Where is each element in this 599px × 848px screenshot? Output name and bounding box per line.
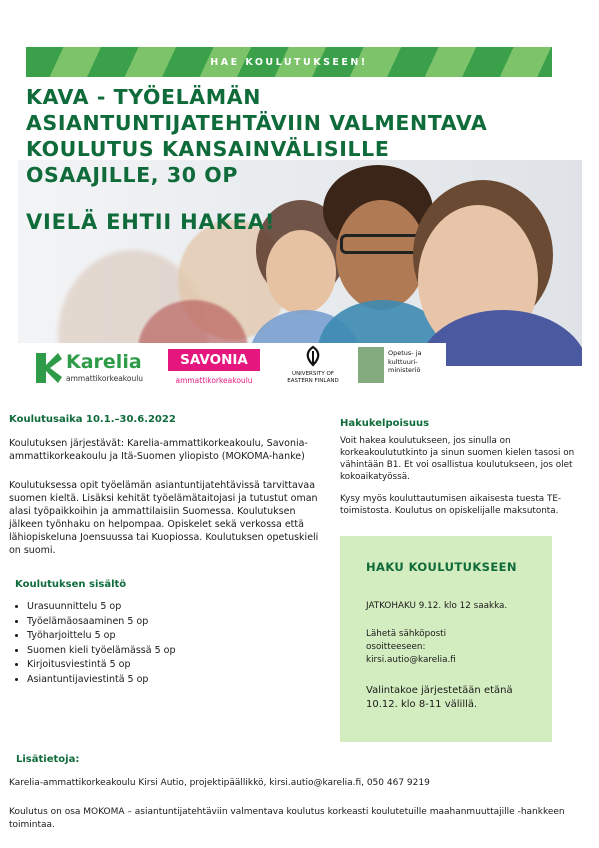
title-line: KAVA - TYÖELÄMÄN <box>26 85 261 109</box>
title-line: ASIANTUNTIJATEHTÄVIIN VALMENTAVA <box>26 111 488 135</box>
okm-line3: ministeriö <box>388 366 421 374</box>
content-list <box>9 600 329 687</box>
title-line: OSAAJILLE, 30 OP <box>26 163 238 187</box>
uef-mark-icon <box>303 345 323 367</box>
project-note: Koulutus on osa MOKOMA – asiantuntijatehtäviin valmentava koulutus korkeasti koulutetuille maahanmuuttajille -hankkeen toimintaa. <box>9 807 565 830</box>
list-item: • Suomen kieli työelämässä 5 op <box>27 644 329 659</box>
description-text: Koulutuksessa opit työelämän asiantuntijatehtävissä tarvittavaa suomen kieltä. Lisäksi kehität työelämätaitojasi ja tutustut oman alasi työpaikkoihin ja ammattilaisiin Suomessa. Koulutuksen jälkeen työnhaku on helpompaa. Opiskelet sekä verkossa että lähiopiskeluna Joensuussa tai Kuopiossa. Koulutuksen opetuskieli on suomi. <box>9 480 319 556</box>
list-item: • Kirjoitusviestintä 5 op <box>27 658 329 673</box>
savonia-logo <box>168 349 260 389</box>
requirements-text: Voit hakea koulutukseen, jos sinulla on korkeakoulututkinto ja sinun suomen kielen tasosi on vähintään B1. Et voi osallistua koulutukseen, jos olet kokoaikatyössä. <box>340 436 575 482</box>
info-heading <box>16 754 79 765</box>
okm-logo <box>358 347 438 389</box>
okm-emblem-icon <box>358 347 384 383</box>
page-subtitle: VIELÄ EHTII HAKEA! <box>26 210 276 234</box>
list-item: • Urasuunnittelu 5 op <box>27 600 329 615</box>
left-column <box>9 414 329 687</box>
title-line: KOULUTUS KANSAINVÄLISILLE <box>26 137 390 161</box>
savonia-sub: ammattikorkeakoulu <box>175 376 253 385</box>
organizers-text: Koulutuksen järjestävät: Karelia-ammattikorkeakoulu, Savonia-ammattikorkeakoulu ja Itä-Suomen yliopisto (MOKOMA-hanke) <box>9 438 308 462</box>
list-item: • Asiantuntijaviestintä 5 op <box>27 673 329 688</box>
content-heading: Koulutuksen sisältö <box>15 579 127 590</box>
list-item: • Työelämäosaaminen 5 op <box>27 615 329 630</box>
uef-line1: UNIVERSITY OF <box>292 371 334 377</box>
email-label: Lähetä sähköposti osoitteeseen: <box>366 629 447 652</box>
karelia-mark-icon <box>36 353 62 383</box>
okm-line2: kulttuuri- <box>388 357 418 366</box>
apply-heading: HAKU KOULUTUKSEEN <box>366 560 517 574</box>
karelia-sub: ammattikorkeakoulu <box>66 374 144 383</box>
karelia-name: Karelia <box>66 351 142 373</box>
list-item: • Työharjoittelu 5 op <box>27 629 329 644</box>
apply-box <box>340 536 552 742</box>
page-title <box>26 84 566 188</box>
requirements-heading: Hakukelpoisuus <box>340 418 430 429</box>
info-heading-text: Lisätietoja: <box>16 754 80 765</box>
contact-text: Karelia-ammattikorkeakoulu Kirsi Autio, projektipäällikkö, kirsi.autio@karelia.fi, 050 467 9219 <box>9 778 430 788</box>
support-text: Kysy myös kouluttautumisen aikaisesta tuesta TE-toimistosta. Koulutus on opiskelijalle maksutonta. <box>340 494 562 516</box>
exam-text: Valintakoe järjestetään etänä 10.12. klo 8-11 välillä. <box>366 685 513 710</box>
deadline-text: JATKOHAKU 9.12. klo 12 saakka. <box>366 601 508 611</box>
hero-photo <box>18 160 582 366</box>
apply-banner <box>26 47 552 77</box>
email-link[interactable]: kirsi.autio@karelia.fi <box>366 655 456 665</box>
duration-heading: Koulutusaika 10.1.–30.6.2022 <box>9 414 176 425</box>
karelia-logo <box>36 351 154 387</box>
banner-text: HAE KOULUTUKSEEN! <box>210 56 368 68</box>
uef-logo <box>278 345 348 393</box>
partner-logos <box>18 343 446 394</box>
uef-line2: EASTERN FINLAND <box>287 378 339 384</box>
savonia-name: SAVONIA <box>168 349 260 371</box>
okm-line1: Opetus- ja <box>388 349 422 357</box>
right-column <box>340 418 575 517</box>
